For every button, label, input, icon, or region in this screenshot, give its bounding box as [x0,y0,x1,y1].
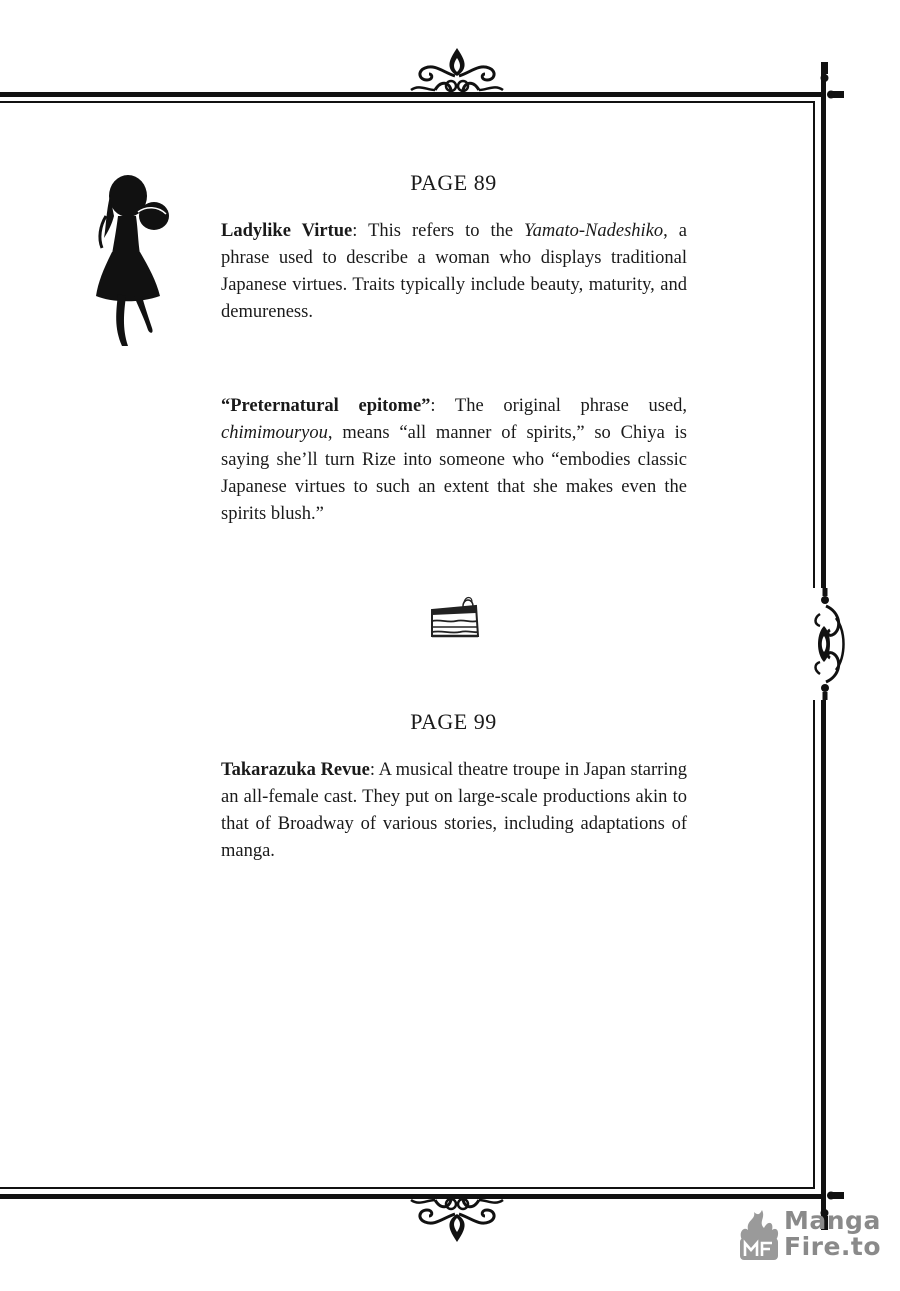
corner-finial-top-icon [812,62,848,106]
note-text: A musical theatre troupe in Japan starring an all-female cast. They put on large-scale productions akin to that of Broadway of various stories, including adaptations of manga. [221,760,687,861]
note-text: , means “all manner of spirits,” so Chiya is saying she’ll turn Rize into someone who “embodies classic Japanese virtues to such an extent that she makes even the spirits blush.” [221,423,687,524]
note-italic-term: Yamato-Nadeshiko [524,221,664,241]
note-text: The original phrase used, [454,396,688,416]
cake-slice-icon [428,596,482,642]
note-term: Ladylike Virtue [221,221,353,241]
frame-bottom-inner-line [0,1187,814,1189]
watermark-line-1: Manga [784,1206,881,1235]
note-takarazuka-revue: Takarazuka Revue: A musical theatre troupe in Japan starring an all-female cast. They put on large-scale productions akin to that of Broadway of various stories, including adaptations of manga. [221,760,687,861]
note-text: This refers to the [368,221,525,241]
watermark-line-2: Fire.to [784,1232,882,1261]
mangafire-flame-logo-icon [736,1208,782,1262]
flourish-ornament-top-icon [405,46,509,100]
girl-silhouette-icon [92,172,174,350]
section-heading-page-99: PAGE 99 [410,709,497,734]
note-term: Takarazuka Revue [221,760,370,780]
flourish-ornament-right-icon [812,588,848,700]
note-term: “Preternatural epitome” [221,396,431,416]
note-preternatural-epitome: “Preternatural epitome”: The original phrase used, chimimouryou, means “all manner of spirits,” so Chiya is saying she’ll turn Rize into someone who “embodies classic Japanese virtues to such an extent that she makes even the spirits blush.” [221,396,688,524]
mangafire-watermark [736,1206,886,1262]
note-text: , a phrase used to describe a woman who displays traditional Japanese virtues. Traits typically include beauty, maturity, and demureness. [221,221,687,322]
section-heading-page-89: PAGE 89 [410,170,497,195]
note-italic-term: chimimouryou [221,423,328,443]
frame-top-inner-line [0,101,814,103]
flourish-ornament-bottom-icon [405,1190,509,1244]
note-ladylike-virtue: Ladylike Virtue: This refers to the Yamato-Nadeshiko, a phrase used to describe a woman who displays traditional Japanese virtues. Traits typically include beauty, maturity, and demureness. [221,221,687,322]
